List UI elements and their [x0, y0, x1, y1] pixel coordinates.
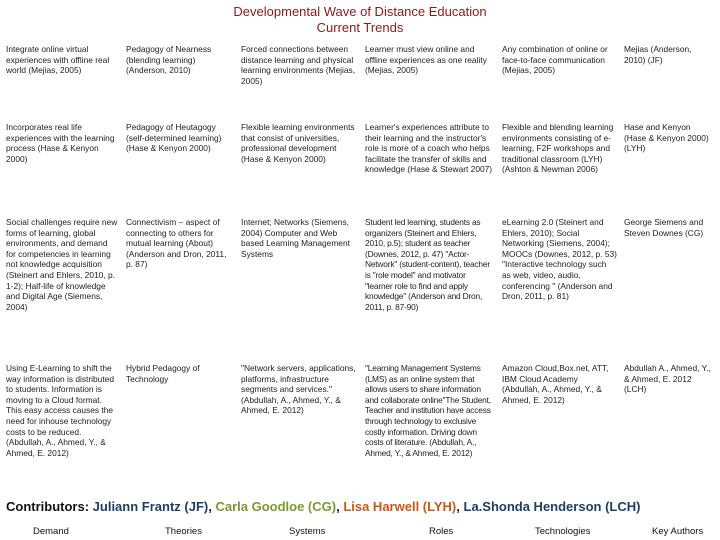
table-cell: Integrate online virtual experiences with offline real world (Mejias, 2005): [6, 44, 110, 76]
table-cell: Hybrid Pedagogy of Technology: [126, 363, 200, 384]
nav-demand[interactable]: Demand: [33, 526, 69, 537]
table-cell: Incorporates real life experiences with the learning process (Hase & Kenyon 2000): [6, 122, 115, 164]
nav-systems[interactable]: Systems: [289, 526, 326, 537]
nav-technologies[interactable]: Technologies: [535, 526, 591, 537]
table-cell: "Learning Management Systems (LMS) as an online system that allows users to share information and collaborate online"The Student, Teacher and institution have access through technology to exclusive costly information. Driving down costs of literature. (Abdullah, A., Ahmed, Y., & Ahmed, E. 2012): [365, 363, 491, 458]
table-cell: Mejias (Anderson, 2010) (JF): [624, 44, 692, 65]
separator: ,: [456, 499, 464, 514]
table-cell: Hase and Kenyon (Hase & Kenyon 2000) (LYH): [624, 122, 709, 154]
title-line-1: Developmental Wave of Distance Education: [233, 4, 487, 19]
page-title: [0, 4, 720, 36]
contributor-cg: Carla Goodloe (CG): [215, 499, 337, 514]
table-cell: Learner must view online and offline experiences as one reality (Mejias, 2005): [365, 44, 487, 76]
contributor-lch: La.Shonda Henderson (LCH): [463, 499, 641, 514]
table-cell: Learner's experiences attribute to their learning and the instructor's role is more of a coach who helps facilitate the transfer of skills and knowledge (Hase & Stewart 2007): [365, 122, 493, 175]
table-cell: "Network servers, applications, platforms, infrastructure segments and services." (Abdullah, A., Ahmed, Y., & Ahmed, E. 2012): [241, 363, 356, 416]
title-line-2: Current Trends: [316, 20, 404, 35]
contributor-lyh: Lisa Harwell (LYH): [343, 499, 457, 514]
table-cell: Flexible learning environments that consist of universities, professional development (Hase & Kenyon 2000): [241, 122, 355, 164]
nav-theories[interactable]: Theories: [165, 526, 202, 537]
table-cell: Connectivism – aspect of connecting to others for mutual learning (About) (Anderson and Dron, 2011, p. 87): [126, 217, 227, 270]
contributor-jf: Juliann Frantz (JF): [92, 499, 209, 514]
table-cell: Pedagogy of Nearness (blending learning) (Anderson, 2010): [126, 44, 212, 76]
table-cell: Student led learning, students as organizers (Steinert and Ehlers, 2010, p.5); student as teacher (Downes, 2012, p. 47) "Actor-Network" (student-content), teacher is "role model" and motivator "learner role to find and apply knowledge" (Anderson and Dron, 2011, p. 87-90): [365, 217, 490, 312]
table-cell: Amazon Cloud,Box.net, ATT, IBM Cloud Academy (Abdullah, A., Ahmed, Y., & Ahmed, E. 2012): [502, 363, 609, 405]
table-cell: George Siemens and Steven Downes (CG): [624, 217, 704, 238]
table-cell: Abdullah A., Ahmed, Y., & Ahmed, E. 2012 (LCH): [624, 363, 711, 395]
trends-table: [3, 40, 717, 489]
table-cell: eLearning 2.0 (Steinert and Ehlers, 2010); Social Networking (Siemens, 2004); MOOCs (Downes, 2012, p. 53) "Interactive technology such as web, video, audio, conferencing " (Anderson and Dron, 2011, p. 81): [502, 217, 617, 302]
table-cell: Using E-Learning to shift the way information is distributed to students. Information is moving to a Cloud format. This easy access causes the need for inhouse technology costs to be reduced. (Abdullah, A., Ahmed, Y., & Ahmed, E. 2012): [6, 363, 114, 458]
table-cell: Any combination of online or face-to-face communication (Mejias, 2005): [502, 44, 608, 76]
table-cell: Forced connections between distance learning and physical learning environments (Mejias, 2005): [241, 44, 356, 86]
table-cell: Pedagogy of Heutagogy (self-determined learning) (Hase & Kenyon 2000): [126, 122, 222, 154]
contributors-line: [6, 499, 718, 515]
separator: ,: [336, 499, 344, 514]
nav-roles[interactable]: Roles: [429, 526, 454, 537]
contributors-label: Contributors:: [6, 499, 93, 514]
bottom-nav: [0, 521, 720, 540]
separator: ,: [208, 499, 216, 514]
nav-key-authors[interactable]: Key Authors: [652, 526, 704, 537]
table-cell: Flexible and blending learning environments consisting of e-learning, F2F workshops and traditional classroom (LYH) (Ashton & Newman 2006): [502, 122, 614, 175]
table-cell: Internet; Networks (Siemens, 2004) Computer and Web based Learning Management Systems: [241, 217, 350, 259]
table-cell: Social challenges require new forms of learning, global environments, and demand for competencies in learning not knowledge acquisition (Steinert and Ehlers, 2010, p. 1-2); Half-life of knowledge and Digital Age (Siemens, 2004): [6, 217, 118, 312]
